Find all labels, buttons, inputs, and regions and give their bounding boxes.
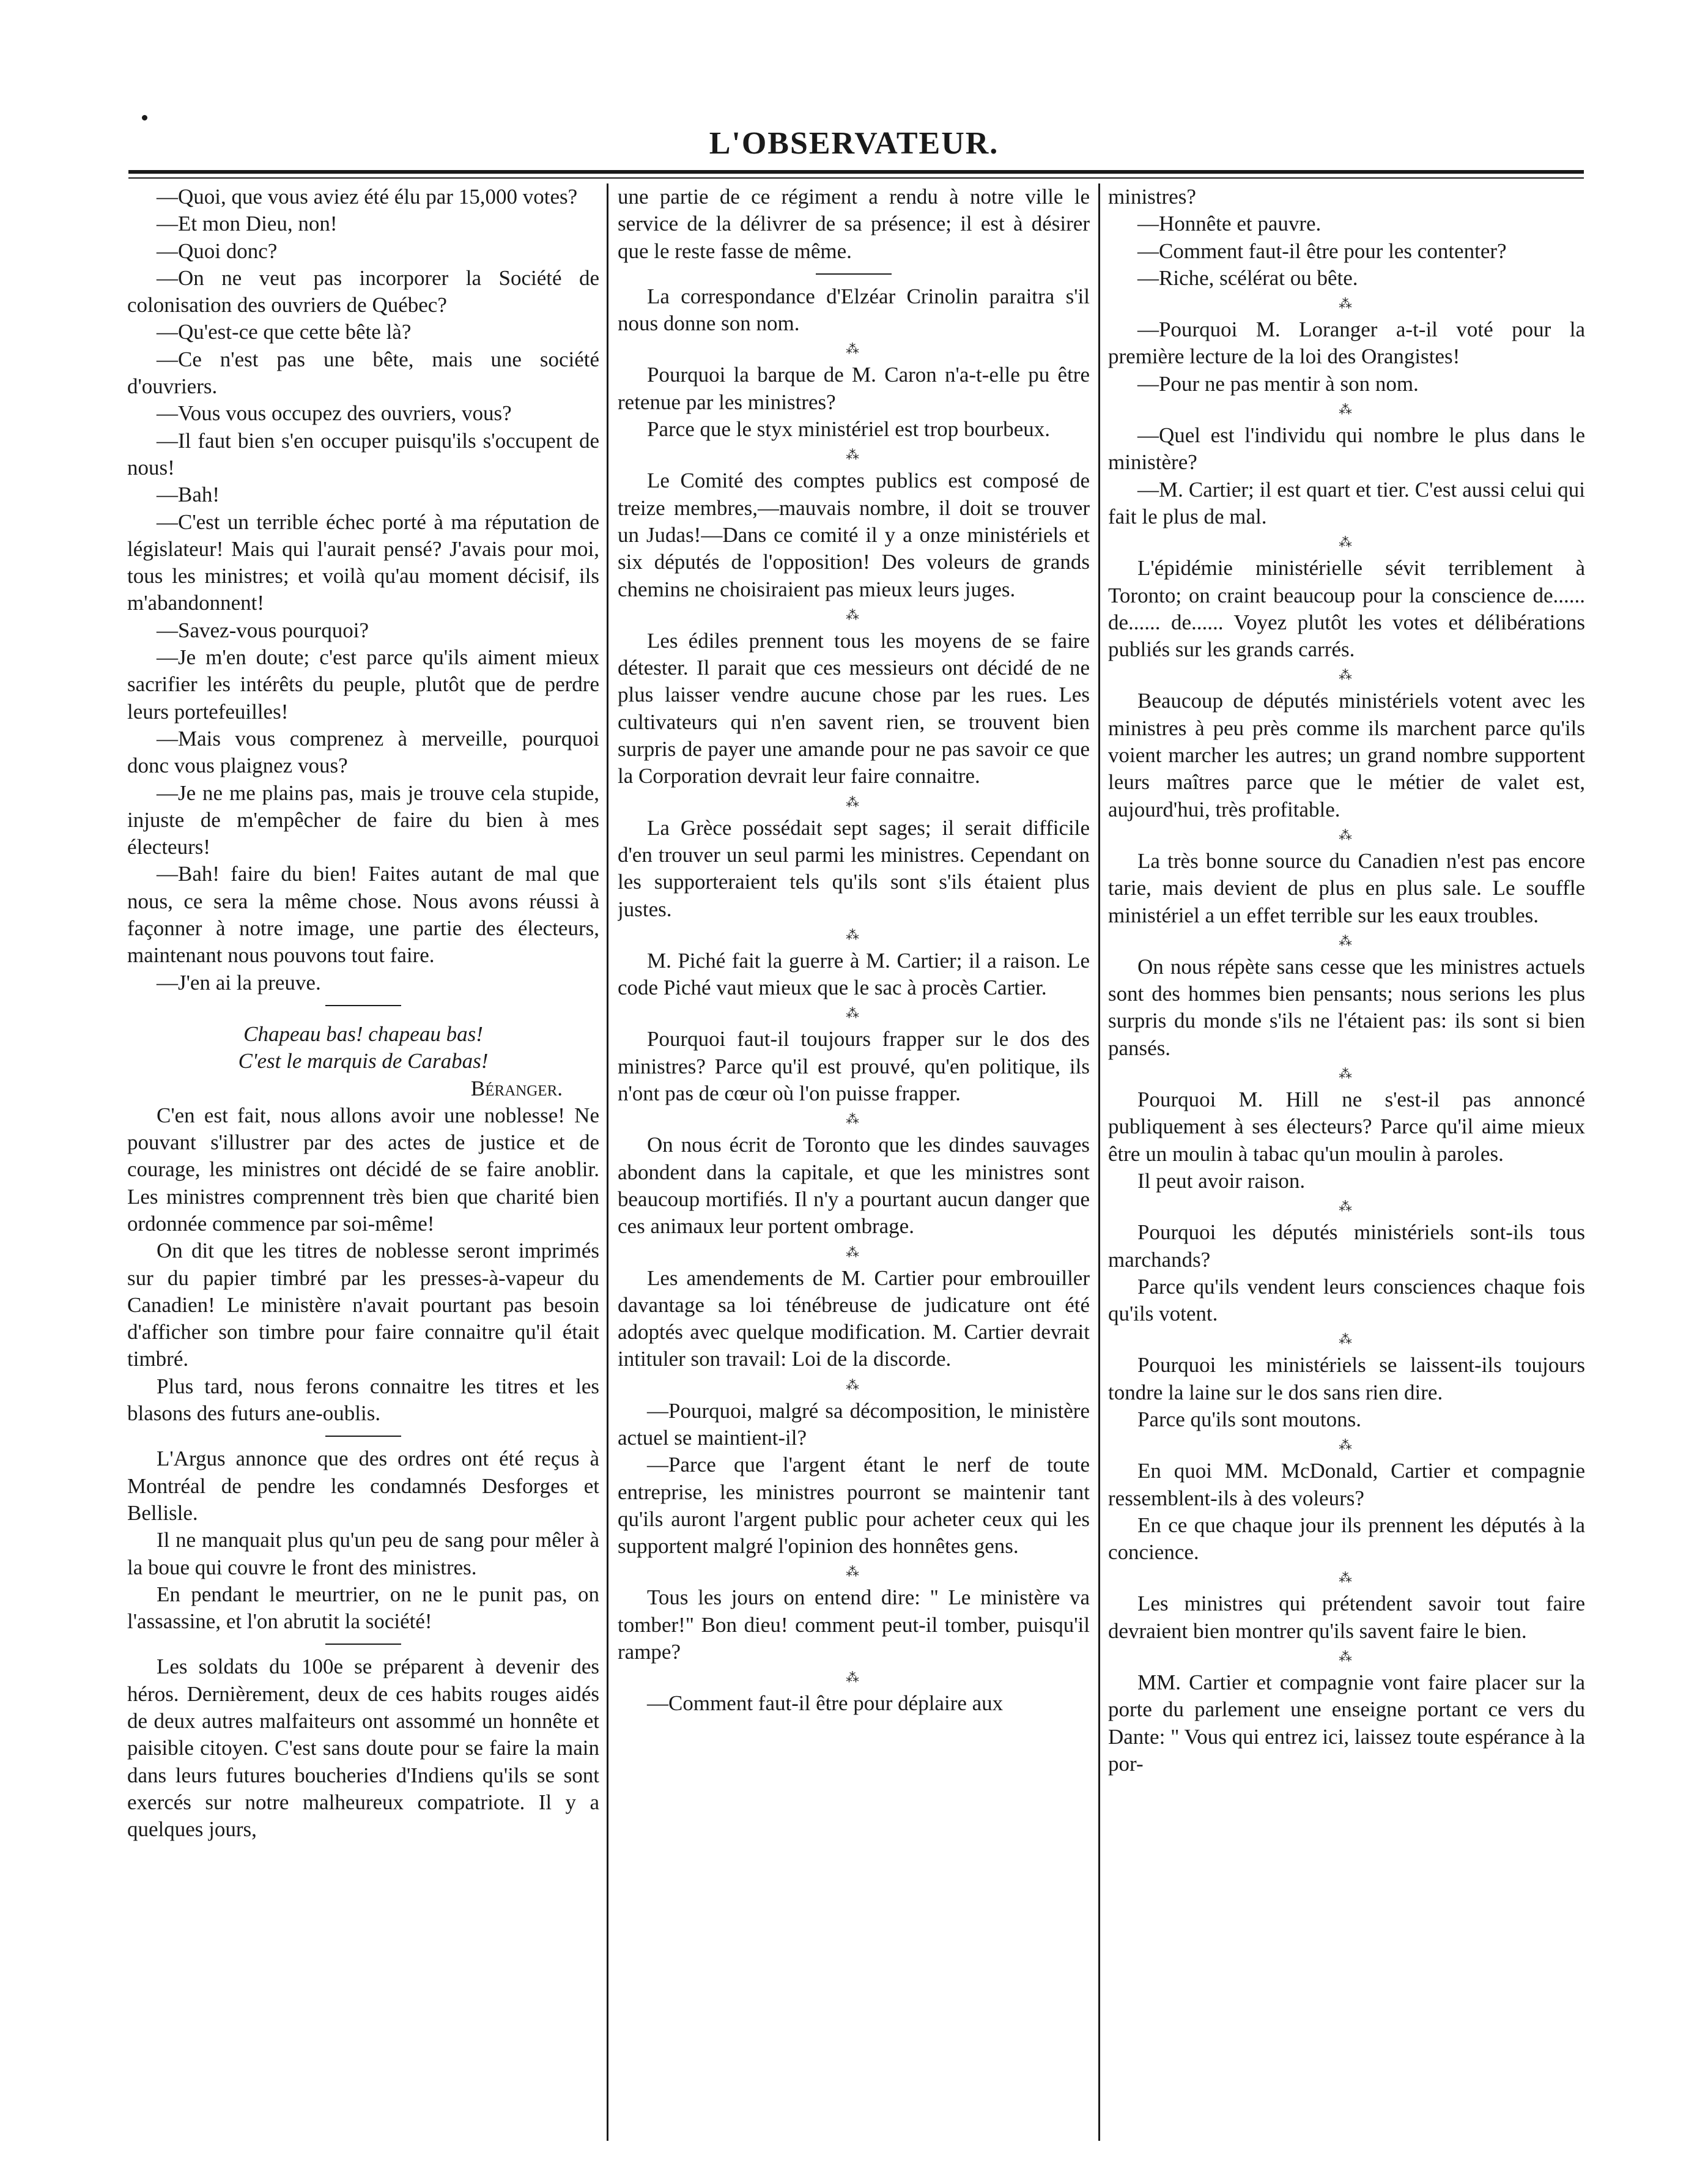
paragraph: —Mais vous comprenez à merveille, pourquoi donc vous plaignez vous? xyxy=(127,726,599,778)
paragraph: —J'en ai la preuve. xyxy=(157,970,321,995)
paragraph: La Grèce possédait sept sages; il serait difficile d'en trouver un seul parmi les ministres. Cependant on les supporteraient tels qu'ils sont s'ils étaient plus justes. xyxy=(618,815,1090,921)
asterism-separator: ⁂ xyxy=(1339,933,1355,949)
paragraph: Pourquoi M. Hill ne s'est-il pas annoncé publiquement à ses électeurs? Parce qu'il aime mieux être un moulin à tabac qu'un moulin à paroles. xyxy=(1108,1088,1585,1166)
paragraph: L'épidémie ministérielle sévit terriblement à Toronto; on craint beaucoup pour la conscience de...... de...... de...... Voyez plutôt les votes et délibérations publiés sur les grands carrés. xyxy=(1108,556,1585,662)
column-divider xyxy=(1098,183,1100,2141)
paragraph: —Pour ne pas mentir à son nom. xyxy=(1137,371,1419,396)
column-divider xyxy=(607,183,608,2141)
asterism-separator: ⁂ xyxy=(846,447,862,463)
verse-line: Chapeau bas! chapeau bas! xyxy=(243,1021,483,1046)
asterism-separator: ⁂ xyxy=(1339,1437,1355,1453)
asterism-separator: ⁂ xyxy=(846,1006,862,1021)
paragraph: —Je m'en doute; c'est parce qu'ils aiment mieux sacrifier les intérêts du peuple, plutôt que de perdre leurs portefeuilles! xyxy=(127,645,599,724)
paragraph: Il peut avoir raison. xyxy=(1137,1168,1306,1193)
paragraph: Les ministres qui prétendent savoir tout faire devraient bien montrer qu'ils savent faire le bien. xyxy=(1108,1592,1585,1643)
paragraph: La très bonne source du Canadien n'est pas encore tarie, mais devient de plus en plus sale. Le souffle ministériel a un effet terrible sur les eaux troubles. xyxy=(1108,848,1585,927)
paragraph: Les édiles prennent tous les moyens de se faire détester. Il parait que ces messieurs ont décidé de ne plus laisser vendre aucune chose par les rues. Les cultivateurs qui n'en savent rien, se trouvent bien surpris de payer une amande pour ne pas savoir ce que la Corporation devrait leur faire connaitre. xyxy=(618,628,1090,788)
paragraph: —Je ne me plains pas, mais je trouve cela stupide, injuste de m'empêcher de faire du bien à mes électeurs! xyxy=(127,780,599,859)
asterism-separator: ⁂ xyxy=(846,794,862,810)
paragraph: —M. Cartier; il est quart et tier. C'est aussi celui qui fait le plus de mal. xyxy=(1108,477,1585,528)
paragraph: —Qu'est-ce que cette bête là? xyxy=(157,320,412,344)
paragraph: —Quoi, que vous aviez été élu par 15,000 votes? xyxy=(157,185,578,209)
paragraph: Parce que le styx ministériel est trop bourbeux. xyxy=(647,417,1051,442)
asterism-separator: ⁂ xyxy=(1339,1649,1355,1665)
paragraph: —Quel est l'individu qui nombre le plus dans le ministère? xyxy=(1108,423,1585,475)
paragraph: MM. Cartier et compagnie vont faire placer sur la porte du parlement une enseigne portant ce vers du Dante: " Vous qui entrez ici, laissez toute espérance à la por- xyxy=(1108,1670,1585,1776)
header-rule xyxy=(128,170,1584,174)
asterism-separator: ⁂ xyxy=(1339,535,1355,550)
paragraph: —Riche, scélérat ou bête. xyxy=(1137,265,1358,290)
asterism-separator: ⁂ xyxy=(1339,1332,1355,1347)
asterism-separator: ⁂ xyxy=(1339,827,1355,843)
paragraph: —Comment faut-il être pour déplaire aux xyxy=(647,1691,1004,1716)
asterism-separator: ⁂ xyxy=(846,1670,862,1686)
paragraph: une partie de ce régiment a rendu à notre ville le service de la délivrer de sa présence; il est à désirer que le reste fasse de même. xyxy=(618,185,1090,263)
paragraph: —Bah! xyxy=(157,483,220,507)
paragraph: Plus tard, nous ferons connaitre les titres et les blasons des futurs ane-oublis. xyxy=(127,1374,599,1426)
paragraph: En quoi MM. McDonald, Cartier et compagnie ressemblent-ils à des voleurs? xyxy=(1108,1459,1585,1510)
asterism-separator: ⁂ xyxy=(846,607,862,623)
paragraph: —Quoi donc? xyxy=(157,239,278,263)
section-rule xyxy=(127,996,599,1015)
paragraph: On dit que les titres de noblesse seront imprimés sur du papier timbré par les presses-à-vapeur du Canadien! Le ministère n'avait pourtant pas besoin d'afficher son timbre pour faire connaitre qu'il était timbré. xyxy=(127,1239,599,1371)
verse-epigraph xyxy=(127,1021,599,1102)
paragraph: M. Piché fait la guerre à M. Cartier; il a raison. Le code Piché vaut mieux que le sac à procès Cartier. xyxy=(618,948,1090,1000)
paragraph: Pourquoi la barque de M. Caron n'a-t-elle pu être retenue par les ministres? xyxy=(618,363,1090,414)
paragraph: —Comment faut-il être pour les contenter? xyxy=(1137,239,1507,263)
asterism-separator: ⁂ xyxy=(1339,1066,1355,1082)
paragraph: —Savez-vous pourquoi? xyxy=(157,618,369,642)
asterism-separator: ⁂ xyxy=(1339,1199,1355,1215)
asterism-separator: ⁂ xyxy=(1339,1570,1355,1586)
paragraph: Le Comité des comptes publics est composé de treize membres,—mauvais nombre, il doit se trouver un Judas!—Dans ce comité il y a onze ministériels et six députés de l'opposition! Des voleurs de grands chemins ne choisiraient pas mieux leurs juges. xyxy=(618,469,1090,601)
asterism-separator: ⁂ xyxy=(1339,296,1355,312)
paragraph: —C'est un terrible échec porté à ma réputation de législateur! Mais qui l'aurait pensé? J'avais pour moi, tous les ministres; et voilà qu'au moment décisif, ils m'abandonnent! xyxy=(127,510,599,615)
verse-author: Béranger. xyxy=(470,1076,563,1100)
section-rule xyxy=(127,1427,599,1445)
paragraph: Parce qu'ils sont moutons. xyxy=(1137,1407,1362,1431)
paragraph: C'en est fait, nous allons avoir une noblesse! Ne pouvant s'illustrer par des actes de justice et de courage, les ministres ont décidé de se faire anoblir. Les ministres comprennent très bien que charité bien ordonnée commence par soi-même! xyxy=(127,1103,599,1236)
verse-line: C'est le marquis de Carabas! xyxy=(238,1049,489,1073)
scan-speck xyxy=(142,115,147,120)
paragraph: —Pourquoi, malgré sa décomposition, le ministère actuel se maintient-il? xyxy=(618,1398,1090,1450)
paragraph: —Parce que l'argent étant le nerf de toute entreprise, les ministres pourront se maintenir tant qu'ils auront l'argent public pour acheter ceux qui les supportent malgré l'opinion des honnêtes gens. xyxy=(618,1453,1090,1558)
paragraph: Tous les jours on entend dire: " Le ministère va tomber!" Bon dieu! comment peut-il tomber, puisqu'il rampe? xyxy=(618,1585,1090,1664)
asterism-separator: ⁂ xyxy=(846,1111,862,1127)
paragraph: —Et mon Dieu, non! xyxy=(157,212,338,236)
paragraph: On nous répète sans cesse que les ministres actuels sont des hommes bien pensants; nous serions les plus surpris du monde s'ils ne l'étaient pas: ils sont si bien pansés. xyxy=(1108,954,1585,1060)
paragraph: —Bah! faire du bien! Faites autant de mal que nous, ce sera la même chose. Nous avons réussi à façonner à notre image, une partie des électeurs, maintenant nous pouvons tout faire. xyxy=(127,862,599,968)
asterism-separator: ⁂ xyxy=(846,1564,862,1580)
paragraph: Pourquoi les ministériels se laissent-ils toujours tondre la laine sur le dos sans rien dire. xyxy=(1108,1353,1585,1404)
paragraph: En ce que chaque jour ils prennent les députés à la concience. xyxy=(1108,1513,1585,1565)
section-rule xyxy=(127,1635,599,1653)
paragraph: Parce qu'ils vendent leurs consciences chaque fois qu'ils votent. xyxy=(1108,1274,1585,1326)
paragraph: —Il faut bien s'en occuper puisqu'ils s'occupent de nous! xyxy=(127,428,599,480)
paragraph: Il ne manquait plus qu'un peu de sang pour mêler à la boue qui couvre le front des ministres. xyxy=(127,1528,599,1579)
asterism-separator: ⁂ xyxy=(846,341,862,357)
paragraph: —On ne veut pas incorporer la Société de colonisation des ouvriers de Québec? xyxy=(127,265,599,317)
paragraph: L'Argus annonce que des ordres ont été reçus à Montréal de pendre les condamnés Desforges et Bellisle. xyxy=(127,1447,599,1525)
column-2 xyxy=(618,183,1090,2141)
asterism-separator: ⁂ xyxy=(1339,402,1355,418)
column-3 xyxy=(1108,183,1585,2141)
paragraph: Les soldats du 100e se préparent à devenir des héros. Dernièrement, deux de ces habits rouges aidés de deux autres malfaiteurs ont assommé un honnête et paisible citoyen. C'est sans doute pour se faire la main dans leurs futures boucheries d'Indiens qu'ils se sont exercés sur notre malheureux compatriote. Il y a quelques jours, xyxy=(127,1655,599,1842)
column-1 xyxy=(127,183,599,2141)
asterism-separator: ⁂ xyxy=(846,1377,862,1393)
masthead-title: L'OBSERVATEUR. xyxy=(709,126,999,161)
paragraph: —Pourquoi M. Loranger a-t-il voté pour la première lecture de la loi des Orangistes! xyxy=(1108,317,1585,369)
header-rule-thin xyxy=(128,177,1584,179)
paragraph: La correspondance d'Elzéar Crinolin paraitra s'il nous donne son nom. xyxy=(618,284,1090,336)
paragraph: On nous écrit de Toronto que les dindes sauvages abondent dans la capitale, et que les ministres sont beaucoup mortifiés. Il n'y a pourtant aucun danger que ces animaux leur portent ombrage. xyxy=(618,1133,1090,1239)
section-rule xyxy=(618,265,1090,283)
paragraph: En pendant le meurtrier, on ne le punit pas, on l'assassine, et l'on abrutit la société! xyxy=(127,1582,599,1634)
paragraph: —Honnête et pauvre. xyxy=(1137,212,1322,236)
paragraph: Beaucoup de députés ministériels votent avec les ministres à peu près comme ils marchent parce qu'ils voient marcher les autres; un grand nombre supportent leurs maîtres parce que le métier de valet est, aujourd'hui, très profitable. xyxy=(1108,689,1585,821)
asterism-separator: ⁂ xyxy=(846,1244,862,1260)
asterism-separator: ⁂ xyxy=(846,927,862,943)
paragraph: Pourquoi les députés ministériels sont-ils tous marchands? xyxy=(1108,1220,1585,1272)
paragraph: ministres? xyxy=(1108,185,1196,209)
asterism-separator: ⁂ xyxy=(1339,667,1355,683)
paragraph: Les amendements de M. Cartier pour embrouiller davantage sa loi ténébreuse de judicature ont été adoptés avec quelque modification. M. Cartier devrait intituler son travail: Loi de la discorde. xyxy=(618,1266,1090,1371)
paragraph: —Vous vous occupez des ouvriers, vous? xyxy=(157,401,512,426)
paragraph: Pourquoi faut-il toujours frapper sur le dos des ministres? Parce qu'il est prouvé, qu'en politique, ils n'ont pas de cœur où l'on puisse frapper. xyxy=(618,1027,1090,1106)
paragraph: —Ce n'est pas une bête, mais une société d'ouvriers. xyxy=(127,347,599,399)
